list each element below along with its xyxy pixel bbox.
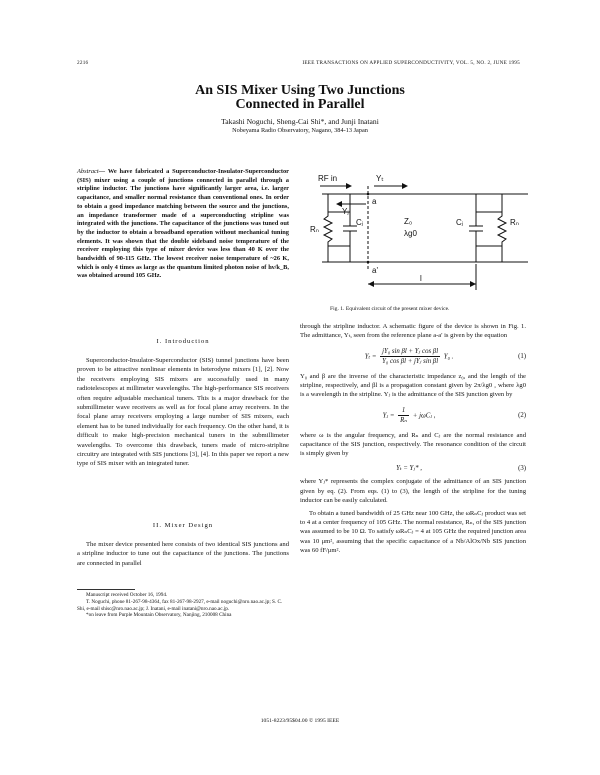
paper-title bbox=[0, 84, 600, 112]
footnotes bbox=[77, 592, 289, 619]
design-paragraph: The mixer device presented here consists of two identical SIS junctions and a stripline inductor to tune out the capacitance of the junctions. The junctions are connected in parallel bbox=[77, 541, 289, 567]
footnote-onleave: *on leave from Purple Mountain Observatory, Nanjing, 210008 China bbox=[86, 612, 232, 619]
eq2-denominator: Rₙ bbox=[400, 417, 408, 425]
paragraph-bandwidth: To obtain a tuned bandwidth of 25 GHz near 100 GHz, the ωRₙCⱼ product was set to 4 at a center frequency of 105 GHz. The normal resistance, Rₙ, of the SIS junction was assumed to be 10 Ω. To satisfy ωRₙCⱼ = 4 at 105 GHz the required junction area was 10 μm², assuming that the specific capacitance of a Nb/AlOx/Nb SIS junction was 60 fF/μm². bbox=[300, 509, 526, 555]
label-yt: Yₜ bbox=[376, 174, 384, 183]
title-line-1: An SIS Mixer Using Two Junctions bbox=[195, 83, 405, 98]
eq3-number: (3) bbox=[518, 464, 526, 472]
label-rn-left: Rₙ bbox=[310, 225, 319, 234]
rf-in-arrowhead bbox=[346, 183, 352, 189]
eq2-fraction bbox=[398, 406, 409, 426]
equation-1 bbox=[300, 347, 526, 367]
abstract-text: We have fabricated a Superconductor-Insulator-Superconductor (SIS) mixer using a couple of junctions connected in parallel through a stripline inductor. The junctions have significantly larger area, i.e. larger capacitance, and smaller normal resistance than conventional ones. In order to obtain a good impedance matching between the source and the junctions, an impedance transformer made of a superconducting stripline was integrated with the junctions. The capacitance of the junctions was tuned out by the inductor to obtain a broadband operation without mechanical tuning elements. It was shown that the double sideband noise temperature of the receiver employing this type of mixer device was less than 40 K over the bandwidth of 90-115 GHz. The lowest receiver noise temperature of ~26 K, which is only 4 times as large as the quantum limited photon noise of hν/k_B, was obtained around 105 GHz. bbox=[77, 168, 289, 280]
paragraph-conjugate: where Yⱼ* represents the complex conjugate of the admittance of an SIS junction given by eq. (2). From eqs. (1) to (3), the length of the stripline for the tuning inductor can be easily calculated. bbox=[300, 478, 526, 505]
affiliation: Nobeyama Radio Observatory, Nagano, 384-13 Japan bbox=[232, 127, 368, 134]
eq2-tail: + jωCⱼ , bbox=[412, 412, 436, 420]
intro-paragraph: Superconductor-Insulator-Superconductor (SIS) tunnel junctions have been proven to be attractive nonlinear elements in heterodyne mixers [1], [2]. Now the receivers employing SIS mixers are successfully used in many radiotelescopes at millimeter wavelengths. The high-performance SIS receivers often require adjustable mechanical tuners. This is a major drawback for the submillimeter wave receivers as well as for focal plane array receivers. In the focal plane array receivers employing a large number of SIS mixers, each element has to be tuned individually for each frequency. On the other hand, it is difficult to make high-precision mechanical tuners in the submillimeter wavelengths. To overcome this drawback, tuners made of micro-stripline circuitry are integrated with SIS junctions [3], [4]. In this paper we report a new type of SIS mixer with an integrated tuner. bbox=[77, 357, 289, 468]
abstract: Abstract— We have fabricated a Superconductor-Insulator-Superconductor (SIS) mixer using a couple of junctions connected in parallel through a stripline inductor. The junctions have significantly larger area, i.e. larger capacitance, and smaller normal resistance than conventional ones. In order to obtain a good impedance matching between the source and the junctions, an impedance transformer made of a superconducting stripline was integrated with the junctions. The capacitance of the junctions was tuned out by the inductor to obtain a broadband operation without mechanical tuning elements. It was shown that the double sideband noise temperature of the receiver employing this type of mixer device was less than 40 K over the bandwidth of 90-115 GHz. The lowest receiver noise temperature of ~26 K, which is only 4 times as large as the quantum limited photon noise of hν/k_B, was obtained around 105 GHz. bbox=[77, 168, 289, 280]
label-length: l bbox=[420, 274, 422, 283]
paragraph-admittance: through the stripline inductor. A schematic figure of the device is shown in Fig. 1. The admittance, Yₜ, seen from the reference plane a-a' is given by the equation bbox=[300, 323, 526, 340]
design-heading: II. Mixer Design bbox=[152, 522, 214, 529]
eq2-lhs: Yⱼ = bbox=[382, 412, 395, 420]
length-arrow-right bbox=[470, 281, 476, 287]
footnote-rule bbox=[77, 589, 135, 590]
equation-2 bbox=[300, 406, 526, 426]
eq2-numerator: 1 bbox=[398, 406, 409, 416]
label-rn-right: Rₙ bbox=[510, 218, 519, 227]
footnote-received: Manuscript received October 16, 1994. bbox=[86, 592, 168, 598]
label-cj-left: Cⱼ bbox=[356, 218, 364, 227]
label-rf-in: RF in bbox=[318, 174, 338, 183]
eq1-denominator: Y₀ cos βl + jYⱼ sin βl bbox=[382, 358, 439, 366]
eq1-tail: Y₀ . bbox=[443, 353, 454, 361]
figure-caption: Fig. 1. Equivalent circuit of the present mixer device. bbox=[330, 306, 450, 312]
label-cj-right: Cⱼ bbox=[456, 218, 464, 227]
abstract-label: Abstract bbox=[77, 168, 99, 175]
rn-right-resistor bbox=[498, 212, 506, 246]
yt-arrowhead bbox=[402, 183, 408, 189]
eq2-number: (2) bbox=[518, 412, 526, 420]
figure-1-circuit bbox=[306, 160, 530, 300]
equation-3 bbox=[300, 464, 526, 473]
eq1-numerator: jY₀ sin βl + Yⱼ cos βl bbox=[380, 347, 440, 357]
paragraph-resonance: where ω is the angular frequency, and Rₙ and Cⱼ are the normal resistance and capacitance of the SIS junction, respectively. The resonance condition of the circuit is simply given by bbox=[300, 431, 526, 458]
right-column bbox=[300, 322, 526, 556]
footnote-contact: T. Noguchi, phone 81-267-98-4364, fax 81-267-98-2927, e-mail noguchi@nro.nao.ac.jp; S. C. Shi, e-mail shisc@nro.nao.ac.jp; J. Inatani, e-mail inatani@nro.nao.ac.jp. bbox=[77, 598, 283, 612]
label-lambda: λg0 bbox=[404, 229, 417, 238]
label-yj: Yⱼ bbox=[342, 207, 349, 216]
label-a-prime: a' bbox=[372, 266, 378, 275]
eq1-number: (1) bbox=[518, 353, 526, 361]
rn-left-resistor bbox=[324, 212, 332, 246]
eq3-body: Yₜ = Yⱼ* , bbox=[396, 464, 422, 472]
title-line-2: Connected in Parallel bbox=[235, 97, 365, 112]
intro-heading: I. Introduction bbox=[156, 338, 210, 345]
label-z0: Z₀ bbox=[404, 217, 413, 226]
eq1-fraction bbox=[380, 347, 440, 367]
paragraph-definitions: Y₀ and β are the inverse of the characteristic impedance z₀, and the length of the stripline, respectively, and βl is a propagation constant given by 2π/λg0 , where λg0 is a wavelength in the stripline. Yⱼ is the admittance of the SIS junction given by bbox=[300, 372, 526, 399]
authors: Takashi Noguchi, Sheng-Cai Shi*, and Junji Inatani bbox=[221, 117, 379, 126]
journal-header: IEEE TRANSACTIONS ON APPLIED SUPERCONDUCTIVITY, VOL. 5, NO. 2, JUNE 1995 bbox=[302, 60, 520, 66]
eq1-lhs: Yₜ = bbox=[364, 353, 377, 361]
label-a: a bbox=[372, 197, 377, 206]
page-number: 2216 bbox=[77, 60, 89, 66]
length-arrow-left bbox=[368, 281, 374, 287]
copyright-line: 1051-8223/95$04.00 © 1995 IEEE bbox=[260, 718, 340, 724]
